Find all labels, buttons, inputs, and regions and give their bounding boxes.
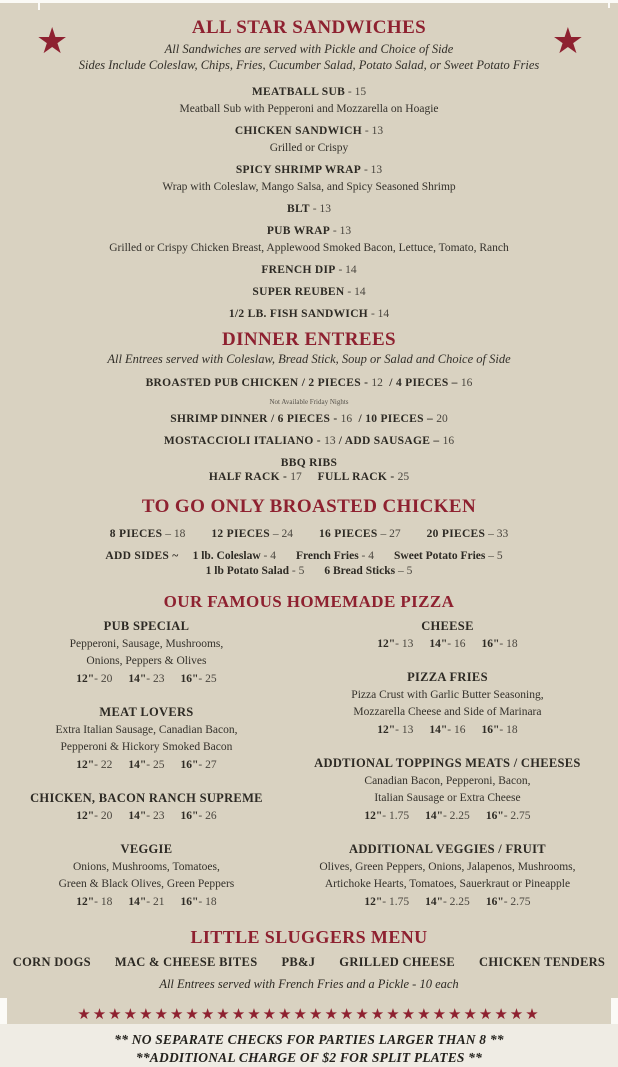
pizza-item bbox=[8, 704, 285, 774]
item-name: 20 PIECES bbox=[426, 528, 486, 540]
item-price: – 24 bbox=[269, 528, 293, 540]
item-price: – 18 bbox=[162, 528, 186, 540]
pizza-item-name: CHEESE bbox=[421, 619, 474, 633]
price-pair bbox=[296, 549, 374, 563]
kids-section-title: LITTLE SLUGGERS MENU bbox=[190, 927, 428, 947]
item-name: SPICY SHRIMP WRAP bbox=[235, 164, 362, 176]
pizza-item-description: Mozzarella Cheese and Side of Marinara bbox=[353, 706, 542, 718]
pizza-size: 12" bbox=[76, 810, 95, 822]
item-description: Grilled or Crispy bbox=[269, 142, 349, 154]
pizza-size: 12" bbox=[76, 896, 95, 908]
item-name-line bbox=[0, 124, 618, 138]
pizza-size: 14" bbox=[429, 638, 448, 650]
menu-item bbox=[0, 163, 618, 194]
item-price: - 13 bbox=[361, 164, 383, 176]
item-name: CHICKEN SANDWICH bbox=[234, 125, 363, 137]
scan-tick-right bbox=[608, 0, 610, 8]
item-name: BBQ RIBS bbox=[280, 457, 338, 469]
pizza-price: - 18 bbox=[198, 896, 217, 908]
pizza-price-line bbox=[8, 894, 285, 911]
item-name: HALF RACK - bbox=[208, 471, 291, 483]
pizza-item-name: VEGGIE bbox=[120, 842, 173, 856]
item-name: / 10 PIECES – bbox=[352, 413, 437, 425]
pizza-price: - 16 bbox=[447, 724, 466, 736]
size-price-pair bbox=[377, 636, 413, 653]
pizza-item bbox=[285, 618, 610, 653]
pizza-item-description: Italian Sausage or Extra Cheese bbox=[374, 792, 521, 804]
pizza-price: - 27 bbox=[198, 759, 217, 771]
pizza-size: 12" bbox=[364, 810, 383, 822]
pizza-size: 16" bbox=[180, 759, 199, 771]
item-price: – 5 bbox=[485, 550, 503, 562]
pizza-price: - 13 bbox=[395, 638, 414, 650]
pizza-price: - 2.75 bbox=[503, 810, 531, 822]
pizza-size: 12" bbox=[76, 759, 95, 771]
pizza-item-description: Extra Italian Sausage, Canadian Bacon, bbox=[55, 724, 238, 736]
pizza-price: - 18 bbox=[499, 724, 518, 736]
item-name-line bbox=[0, 263, 618, 277]
pizza-price: - 2.25 bbox=[442, 896, 470, 908]
dinner-item-line bbox=[0, 412, 618, 426]
item-price: 25 bbox=[397, 471, 410, 483]
item-name-line bbox=[0, 307, 618, 321]
pizza-item bbox=[285, 841, 610, 911]
pizza-price-line bbox=[8, 808, 285, 825]
pizza-price-line bbox=[285, 636, 610, 653]
price-pair bbox=[193, 549, 276, 563]
togo-section-title: TO GO ONLY BROASTED CHICKEN bbox=[141, 496, 477, 517]
item-price: – 5 bbox=[395, 565, 413, 577]
price-pair bbox=[211, 527, 293, 541]
pizza-item bbox=[8, 790, 285, 825]
pizza-price-line bbox=[8, 671, 285, 688]
pizza-item-description: Artichoke Hearts, Tomatoes, Sauerkraut or Pineapple bbox=[324, 878, 571, 890]
kids-item: CHICKEN TENDERS bbox=[479, 955, 606, 969]
price-pair bbox=[394, 549, 503, 563]
menu-item bbox=[0, 85, 618, 116]
pizza-price: - 2.75 bbox=[503, 896, 531, 908]
item-price: - 5 bbox=[289, 565, 305, 577]
footer-note-2: **ADDITIONAL CHARGE OF $2 FOR SPLIT PLATES ** bbox=[135, 1050, 483, 1065]
menu-item bbox=[0, 224, 618, 255]
kids-note: All Entrees served with French Fries and a Pickle - 10 each bbox=[159, 977, 459, 991]
item-price: 13 bbox=[324, 435, 336, 447]
pizza-item-name: ADDTIONAL TOPPINGS MEATS / CHEESES bbox=[314, 756, 581, 770]
dinner-list bbox=[0, 376, 618, 484]
item-price: – 33 bbox=[485, 528, 509, 540]
scan-corner-bottom-right bbox=[611, 998, 618, 1024]
kids-item: MAC & CHEESE BITES bbox=[114, 955, 258, 969]
item-name bbox=[302, 471, 318, 483]
size-price-pair bbox=[429, 636, 465, 653]
item-name: PUB WRAP bbox=[266, 225, 331, 237]
pizza-item bbox=[8, 618, 285, 688]
pizza-price: - 16 bbox=[447, 638, 466, 650]
pizza-price-line bbox=[285, 808, 610, 825]
item-price: - 14 bbox=[368, 308, 390, 320]
size-price-pair bbox=[482, 636, 518, 653]
item-price: - 13 bbox=[362, 125, 384, 137]
pizza-price: - 20 bbox=[94, 673, 113, 685]
pizza-price: - 25 bbox=[146, 759, 165, 771]
size-price-pair bbox=[181, 808, 217, 825]
menu-item bbox=[0, 202, 618, 216]
pizza-size: 16" bbox=[485, 810, 504, 822]
menu-item bbox=[0, 285, 618, 299]
item-price: 16 bbox=[442, 435, 455, 447]
item-price: 17 bbox=[290, 471, 302, 483]
item-name: 16 PIECES bbox=[318, 528, 378, 540]
item-name: SUPER REUBEN bbox=[252, 286, 345, 298]
pizza-price: - 18 bbox=[499, 638, 518, 650]
pizza-size: 12" bbox=[76, 673, 95, 685]
size-price-pair bbox=[364, 808, 409, 825]
pizza-size: 14" bbox=[128, 673, 147, 685]
item-name: FULL RACK - bbox=[317, 471, 398, 483]
item-name: BLT bbox=[287, 203, 310, 215]
size-price-pair bbox=[76, 671, 112, 688]
pizza-price: - 23 bbox=[146, 673, 165, 685]
dinner-item-line bbox=[0, 376, 618, 390]
item-price: – 27 bbox=[377, 528, 401, 540]
pizza-size: 16" bbox=[180, 896, 199, 908]
kids-item: CORN DOGS bbox=[12, 955, 91, 969]
pizza-item-description: Pizza Crust with Garlic Butter Seasoning, bbox=[351, 689, 544, 701]
pizza-price: - 18 bbox=[94, 896, 113, 908]
item-name: MOSTACCIOLI ITALIANO - bbox=[163, 435, 325, 447]
item-description: Meatball Sub with Pepperoni and Mozzarella on Hoagie bbox=[179, 103, 439, 115]
pizza-price: - 25 bbox=[198, 673, 217, 685]
dinner-item-line bbox=[0, 456, 618, 470]
size-price-pair bbox=[181, 757, 217, 774]
size-price-pair bbox=[377, 722, 413, 739]
sandwiches-subtitle-2: Sides Include Coleslaw, Chips, Fries, Cucumber Salad, Potato Salad, or Sweet Potato Fries bbox=[78, 58, 540, 72]
pizza-size: 14" bbox=[429, 724, 448, 736]
pizza-item-description: Canadian Bacon, Pepperoni, Bacon, bbox=[364, 775, 531, 787]
item-name: 1/2 LB. FISH SANDWICH bbox=[228, 308, 369, 320]
item-price: - 4 bbox=[358, 550, 375, 562]
item-price: 16 bbox=[460, 377, 473, 389]
pizza-size: 14" bbox=[425, 810, 443, 822]
price-pair bbox=[427, 527, 509, 541]
pizza-price: - 23 bbox=[146, 810, 165, 822]
item-price: 20 bbox=[436, 413, 448, 425]
item-name: Sweet Potato Fries bbox=[394, 550, 486, 562]
size-price-pair bbox=[425, 808, 470, 825]
size-price-pair bbox=[76, 894, 112, 911]
pizza-item-name: MEAT LOVERS bbox=[99, 705, 194, 719]
pizza-price: - 1.75 bbox=[382, 896, 410, 908]
star-icon: ★ bbox=[36, 21, 69, 62]
item-price: - 14 bbox=[344, 286, 366, 298]
pizza-item-name: CHICKEN, BACON RANCH SUPREME bbox=[30, 791, 263, 805]
item-name: 8 PIECES bbox=[109, 528, 163, 540]
sandwiches-subtitle-1: All Sandwiches are served with Pickle and Choice of Side bbox=[164, 42, 454, 56]
price-pair bbox=[110, 527, 186, 541]
pizza-size: 16" bbox=[481, 724, 500, 736]
item-price: - 14 bbox=[335, 264, 357, 276]
scan-edge-top bbox=[0, 0, 618, 3]
item-price: - 15 bbox=[345, 86, 367, 98]
item-name-line bbox=[0, 285, 618, 299]
pizza-item-description: Pepperoni, Sausage, Mushrooms, bbox=[69, 638, 224, 650]
pizza-size: 16" bbox=[481, 638, 500, 650]
item-price: - 13 bbox=[330, 225, 352, 237]
togo-pieces-row bbox=[0, 527, 618, 541]
price-pair bbox=[324, 564, 412, 578]
pizza-item-description: Green & Black Olives, Green Peppers bbox=[58, 878, 235, 890]
item-name-line bbox=[0, 85, 618, 99]
pizza-item bbox=[285, 669, 610, 739]
price-pair bbox=[206, 564, 305, 578]
sandwiches-section-title: ALL STAR SANDWICHES bbox=[191, 17, 427, 38]
pizza-item bbox=[8, 841, 285, 911]
size-price-pair bbox=[76, 808, 112, 825]
star-icon: ★ bbox=[551, 21, 584, 62]
pizza-size: 14" bbox=[128, 810, 147, 822]
pizza-price-line bbox=[285, 894, 610, 911]
pizza-price: - 26 bbox=[198, 810, 217, 822]
item-name: SHRIMP DINNER / 6 PIECES - bbox=[170, 413, 341, 425]
menu-item bbox=[0, 307, 618, 321]
price-pair bbox=[319, 527, 401, 541]
pizza-price-line bbox=[285, 722, 610, 739]
pizza-item-name: PUB SPECIAL bbox=[103, 619, 190, 633]
size-price-pair bbox=[128, 757, 164, 774]
pizza-right-column bbox=[285, 618, 610, 927]
pizza-item-description: Olives, Green Peppers, Onions, Jalapenos, Mushrooms, bbox=[319, 861, 576, 873]
size-price-pair bbox=[181, 671, 217, 688]
dinner-item-line bbox=[0, 434, 618, 448]
pizza-size: 16" bbox=[485, 896, 504, 908]
kids-item: PB&J bbox=[281, 955, 316, 969]
item-name-line bbox=[0, 224, 618, 238]
menu-item bbox=[0, 263, 618, 277]
size-price-pair bbox=[425, 894, 470, 911]
pizza-price-line bbox=[8, 757, 285, 774]
item-name: MEATBALL SUB bbox=[251, 86, 346, 98]
pizza-item-name: PIZZA FRIES bbox=[407, 670, 488, 684]
dinner-item-line bbox=[0, 470, 618, 484]
size-price-pair bbox=[128, 808, 164, 825]
item-name: 1 lb Potato Salad bbox=[205, 565, 290, 577]
kids-item: GRILLED CHEESE bbox=[339, 955, 455, 969]
pizza-section-title: OUR FAMOUS HOMEMADE PIZZA bbox=[163, 592, 455, 611]
kids-items-row bbox=[0, 955, 618, 970]
pizza-price: - 13 bbox=[395, 724, 414, 736]
size-price-pair bbox=[128, 671, 164, 688]
item-price: - 13 bbox=[309, 203, 331, 215]
dinner-subtitle: All Entrees served with Coleslaw, Bread Stick, Soup or Salad and Choice of Side bbox=[107, 352, 511, 366]
togo-sides-row-2 bbox=[0, 564, 618, 578]
pizza-size: 12" bbox=[377, 724, 396, 736]
pizza-price: - 22 bbox=[94, 759, 113, 771]
item-name: FRENCH DIP bbox=[261, 264, 336, 276]
pizza-item-description: Onions, Mushrooms, Tomatoes, bbox=[73, 861, 220, 873]
pizza-price: - 2.25 bbox=[442, 810, 470, 822]
pizza-price: - 20 bbox=[94, 810, 113, 822]
pizza-size: 12" bbox=[377, 638, 396, 650]
menu-item bbox=[0, 124, 618, 155]
pizza-item-description: Pepperoni & Hickory Smoked Bacon bbox=[60, 741, 233, 753]
pizza-size: 14" bbox=[425, 896, 443, 908]
size-price-pair bbox=[181, 894, 217, 911]
item-note: Not Available Friday Nights bbox=[269, 398, 349, 406]
pizza-size: 14" bbox=[128, 759, 147, 771]
item-name: 6 Bread Sticks bbox=[324, 565, 396, 577]
pizza-size: 12" bbox=[364, 896, 383, 908]
pizza-item-description: Onions, Peppers & Olives bbox=[86, 655, 207, 667]
pizza-size: 16" bbox=[180, 673, 199, 685]
item-price: - 4 bbox=[260, 550, 276, 562]
size-price-pair bbox=[429, 722, 465, 739]
item-description: Grilled or Crispy Chicken Breast, Applewood Smoked Bacon, Lettuce, Tomato, Ranch bbox=[109, 242, 509, 254]
size-price-pair bbox=[364, 894, 409, 911]
item-price: 12 bbox=[371, 377, 383, 389]
pizza-price: - 1.75 bbox=[382, 810, 410, 822]
size-price-pair bbox=[482, 722, 518, 739]
pizza-item bbox=[285, 755, 610, 825]
item-price: 16 bbox=[340, 413, 353, 425]
item-name: / 4 PIECES – bbox=[382, 377, 461, 389]
scan-corner-bottom-left bbox=[0, 998, 7, 1024]
pizza-size: 16" bbox=[180, 810, 199, 822]
togo-sides-row-1 bbox=[0, 549, 618, 563]
item-name-line bbox=[0, 163, 618, 177]
sandwich-list bbox=[0, 85, 618, 321]
star-divider-row: ★★★★★★★★★★★★★★★★★★★★★★★★★★★★★★ bbox=[77, 1005, 541, 1023]
item-name: 1 lb. Coleslaw bbox=[192, 550, 261, 562]
item-name: BROASTED PUB CHICKEN / 2 PIECES - bbox=[145, 377, 372, 389]
size-price-pair bbox=[486, 808, 531, 825]
item-name: / ADD SAUSAGE – bbox=[335, 435, 443, 447]
footer-note-1: ** NO SEPARATE CHECKS FOR PARTIES LARGER THAN 8 ** bbox=[114, 1032, 504, 1047]
size-price-pair bbox=[128, 894, 164, 911]
size-price-pair bbox=[76, 757, 112, 774]
pizza-price: - 21 bbox=[146, 896, 165, 908]
dinner-section-title: DINNER ENTREES bbox=[221, 329, 396, 350]
add-sides-label: ADD SIDES ~ bbox=[105, 550, 179, 562]
pizza-size: 14" bbox=[128, 896, 147, 908]
item-name: 12 PIECES bbox=[211, 528, 270, 540]
item-name: French Fries bbox=[295, 550, 359, 562]
pizza-item-name: ADDITIONAL VEGGIES / FRUIT bbox=[349, 842, 546, 856]
scan-tick-left bbox=[38, 0, 40, 10]
pizza-columns bbox=[0, 612, 618, 927]
item-description: Wrap with Coleslaw, Mango Salsa, and Spicy Seasoned Shrimp bbox=[162, 181, 456, 193]
pizza-left-column bbox=[8, 618, 285, 927]
size-price-pair bbox=[486, 894, 531, 911]
item-name-line bbox=[0, 202, 618, 216]
